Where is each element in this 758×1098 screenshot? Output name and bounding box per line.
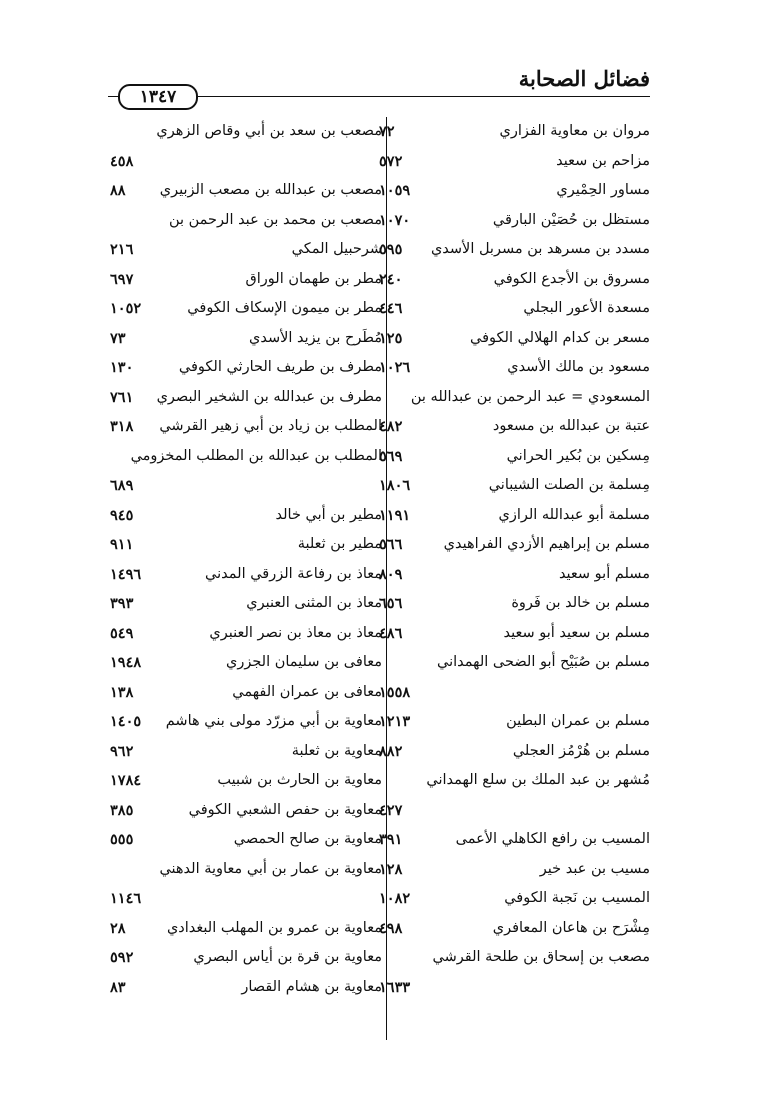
entry-name: مسلم بن إبراهيم الأزدي الفراهيدي	[443, 536, 650, 552]
index-entry	[110, 796, 382, 826]
entry-name: مساور الحِمْيري	[556, 182, 650, 198]
index-entry	[110, 442, 382, 472]
entry-number: ١٢١٣	[379, 713, 411, 730]
entry-number: ٦٨٩	[110, 477, 134, 494]
index-entry	[379, 884, 650, 914]
index-entry	[379, 412, 650, 442]
index-entry	[379, 914, 650, 944]
index-entry	[110, 914, 382, 944]
entry-name: مِسكين بن بُكير الحراني	[506, 447, 650, 464]
entry-name: مسلم بن صُبَيْح أبو الضحى الهمداني	[437, 654, 650, 670]
entry-name: المسعودي = عبد الرحمن بن عبدالله بن	[410, 388, 650, 405]
entry-number: ١٠٧٠	[379, 211, 411, 229]
entry-name: معاوية بن عمرو بن المهلب البغدادي	[166, 919, 382, 936]
entry-number: ٤٥٨	[110, 152, 134, 170]
index-entry	[379, 560, 650, 590]
index-entry	[110, 619, 382, 649]
entry-name: مستظل بن حُصَيْن البارقي	[492, 211, 650, 228]
index-entry	[110, 943, 382, 973]
index-entry	[110, 412, 382, 442]
entry-number: ٤٢٧	[379, 801, 403, 819]
entry-name: معاوية بن عمار بن أبي معاوية الدهني	[159, 860, 382, 877]
entry-number: ٣٩١	[379, 831, 403, 848]
entry-name: معاوية بن أبي مزرّد مولى بني هاشم	[165, 713, 382, 729]
entry-number: ١٠٢٦	[379, 359, 411, 376]
entry-name: معاوية بن هشام القصار	[241, 978, 382, 995]
entry-name: مسعود بن مالك الأسدي	[507, 359, 650, 375]
entry-name: مسيب بن عبد خير	[539, 860, 650, 877]
index-entry	[110, 589, 382, 619]
entry-name: المسيب بن نَجبة الكوفي	[504, 890, 650, 906]
index-entry	[379, 825, 650, 855]
entry-number: ٩٤٥	[110, 506, 134, 524]
entry-name: مسدد بن مسرهد بن مسربل الأسدي	[430, 241, 650, 257]
index-entry	[110, 176, 382, 206]
index-entry	[110, 530, 382, 560]
entry-name: مصعب بن عبدالله بن مصعب الزبيري	[159, 182, 382, 198]
entry-name: مروان بن معاوية الفزاري	[499, 123, 650, 139]
entry-name: مطر بن طهمان الوراق	[245, 270, 382, 287]
entry-name: مطير بن ثعلبة	[297, 536, 382, 552]
entry-name: مسلم بن سعيد أبو سعيد	[503, 624, 650, 641]
entry-name: مُطَرح بن يزيد الأسدي	[248, 329, 382, 346]
entry-number: ٤٩٨	[379, 919, 403, 937]
entry-number: ٥٩٥	[379, 241, 403, 258]
entry-number: ١٥٥٨	[379, 683, 411, 701]
entry-number: ٤٨٢	[379, 418, 403, 435]
entry-name: معاوية بن ثعلبة	[291, 742, 382, 759]
index-entry	[379, 530, 650, 560]
index-entry	[110, 648, 382, 678]
entry-number: ٦٥٦	[379, 595, 403, 612]
entry-name: معافى بن سليمان الجزري	[225, 654, 382, 670]
index-entry	[379, 147, 650, 177]
index-entry	[110, 235, 382, 265]
entry-name: مزاحم بن سعيد	[556, 152, 650, 169]
entry-name: مِشْرَح بن هاعان المعافري	[492, 919, 650, 936]
entry-name: مسلمة أبو عبدالله الرازي	[498, 506, 650, 523]
entry-number: ٥٤٩	[110, 624, 134, 642]
index-entry	[110, 501, 382, 531]
entry-number: ٤٨٦	[379, 624, 403, 642]
index-entry	[379, 737, 650, 767]
entry-number: ١١٤٦	[110, 890, 142, 907]
index-entry	[379, 766, 650, 796]
entry-number: ٨٨	[110, 182, 126, 199]
index-entry	[379, 973, 650, 1003]
entry-number: ٩١١	[110, 536, 134, 553]
entry-name: المطلب بن زياد بن أبي زهير القرشي	[159, 418, 382, 434]
index-entry	[379, 353, 650, 383]
entry-number: ٧٦١	[110, 388, 134, 406]
entry-name: مطر بن ميمون الإسكاف الكوفي	[187, 300, 382, 316]
entry-number: ٣١٨	[110, 418, 134, 435]
entry-name: معاوية بن حفص الشعبي الكوفي	[188, 801, 382, 818]
right-index-column	[379, 117, 650, 1002]
index-entry	[110, 147, 382, 177]
index-entry	[110, 737, 382, 767]
entry-name: مسلم بن هُرْمُز العجلي	[512, 742, 650, 759]
entry-number: ٣٩٣	[110, 595, 134, 612]
entry-name: المسيب بن رافع الكاهلي الأعمى	[455, 831, 650, 847]
entry-name: عتبة بن عبدالله بن مسعود	[492, 418, 650, 434]
entry-number: ٣٨٥	[110, 801, 134, 819]
index-entry	[379, 501, 650, 531]
index-entry	[110, 206, 382, 236]
index-entry	[379, 796, 650, 826]
entry-name: مسعدة الأعور البجلي	[523, 300, 650, 316]
index-entry	[110, 678, 382, 708]
entry-number: ٥٧٢	[379, 152, 403, 170]
index-entry	[110, 855, 382, 885]
entry-name: مسلم بن خالد بن فَروة	[511, 595, 650, 611]
index-entry	[110, 766, 382, 796]
index-entry	[110, 973, 382, 1003]
entry-name: مُشهر بن عبد الملك بن سلع الهمداني	[426, 772, 650, 788]
entry-name: مصعب بن سعد بن أبي وقاص الزهري	[156, 123, 382, 139]
entry-number: ٢٤٠	[379, 270, 403, 288]
entry-number: ١٤٠٥	[110, 713, 142, 730]
entry-number: ١٠٥٢	[110, 300, 142, 317]
entry-name: معاوية بن قرة بن أياس البصري	[193, 949, 382, 965]
index-entry	[379, 619, 650, 649]
index-entry	[379, 176, 650, 206]
index-entry	[379, 471, 650, 501]
index-entry	[379, 117, 650, 147]
index-entry	[379, 648, 650, 678]
index-entry	[110, 294, 382, 324]
entry-number: ٧٣	[110, 329, 126, 347]
index-entry	[379, 294, 650, 324]
entry-number: ٥٥٥	[110, 831, 134, 848]
entry-name: معاذ بن رفاعة الزرقي المدني	[205, 565, 382, 582]
entry-name: مصعب بن محمد بن عبد الرحمن بن	[168, 211, 382, 228]
index-entry	[110, 353, 382, 383]
entry-number: ١١٩١	[379, 506, 411, 524]
entry-number: ٧٢	[379, 123, 395, 140]
entry-name: معاوية بن الحارث بن شبيب	[217, 772, 382, 788]
index-entry	[379, 589, 650, 619]
entry-name: مِسلمة بن الصلت الشيباني	[488, 477, 650, 493]
column-divider	[386, 117, 387, 1040]
entry-number: ٥٦٩	[379, 447, 403, 465]
entry-number: ١٣٠	[110, 359, 134, 376]
index-entry	[379, 324, 650, 354]
entry-number: ١٣٨	[110, 683, 134, 701]
left-index-column	[110, 117, 382, 1002]
entry-name: مصعب بن إسحاق بن طلحة القرشي	[432, 949, 650, 965]
entry-name: المطلب بن عبدالله بن المطلب المخزومي	[130, 447, 382, 464]
index-entry	[379, 206, 650, 236]
entry-number: ٨٠٩	[379, 565, 403, 583]
entry-number: ١٧٨٤	[110, 772, 142, 789]
entry-name: مسلم أبو سعيد	[558, 565, 650, 582]
index-entry	[379, 442, 650, 472]
index-entry	[110, 471, 382, 501]
entry-number: ٢٨	[110, 919, 126, 937]
index-entry	[379, 943, 650, 973]
entry-number: ٥٦٦	[379, 536, 403, 553]
entry-number: ٢١٦	[110, 241, 134, 258]
entry-number: ٨٨٢	[379, 742, 403, 760]
entry-number: ٤٤٦	[379, 300, 403, 317]
entry-name: مسروق بن الأجدع الكوفي	[493, 270, 650, 287]
entry-number: ٩٦٢	[110, 742, 134, 760]
entry-number: ١٠٨٢	[379, 890, 411, 907]
entry-number: ٨٣	[110, 978, 126, 996]
page-header-title: فضائل الصحابة	[518, 66, 650, 91]
entry-number: ١٠٥٩	[379, 182, 411, 199]
entry-number: ١٢٥	[379, 329, 403, 347]
index-entry	[110, 324, 382, 354]
index-entry	[379, 855, 650, 885]
entry-name: معافى بن عمران الفهمي	[232, 683, 382, 700]
index-entry	[379, 383, 650, 413]
entry-name: شرحبيل المكي	[291, 241, 382, 257]
page-number: ١٣٤٧	[118, 84, 198, 110]
index-entry	[379, 265, 650, 295]
index-entry	[110, 825, 382, 855]
entry-name: مطرف بن عبدالله بن الشخير البصري	[156, 388, 382, 405]
entry-number: ١٨٠٦	[379, 477, 411, 494]
index-entry	[110, 707, 382, 737]
index-entry	[379, 235, 650, 265]
entry-name: معاذ بن المثنى العنبري	[246, 595, 382, 611]
entry-number: ١٤٩٦	[110, 565, 142, 583]
index-entry	[110, 884, 382, 914]
index-entry	[110, 117, 382, 147]
entry-name: معاذ بن معاذ بن نصر العنبري	[209, 624, 382, 641]
index-entry	[379, 707, 650, 737]
index-entry	[110, 265, 382, 295]
entry-name: مطير بن أبي خالد	[275, 506, 382, 523]
index-entry	[379, 678, 650, 708]
entry-name: مسعر بن كدام الهلالي الكوفي	[470, 329, 650, 346]
entry-number: ١٦٣٣	[379, 978, 411, 996]
entry-number: ٥٩٢	[110, 949, 134, 966]
entry-name: معاوية بن صالح الحمصي	[233, 831, 382, 847]
index-entry	[110, 560, 382, 590]
entry-number: ١٢٨	[379, 860, 403, 878]
entry-number: ١٩٤٨	[110, 654, 142, 671]
entry-number: ٦٩٧	[110, 270, 134, 288]
index-entry	[110, 383, 382, 413]
entry-name: مسلم بن عمران البطين	[506, 713, 650, 729]
entry-name: مطرف بن طريف الحارثي الكوفي	[178, 359, 382, 375]
